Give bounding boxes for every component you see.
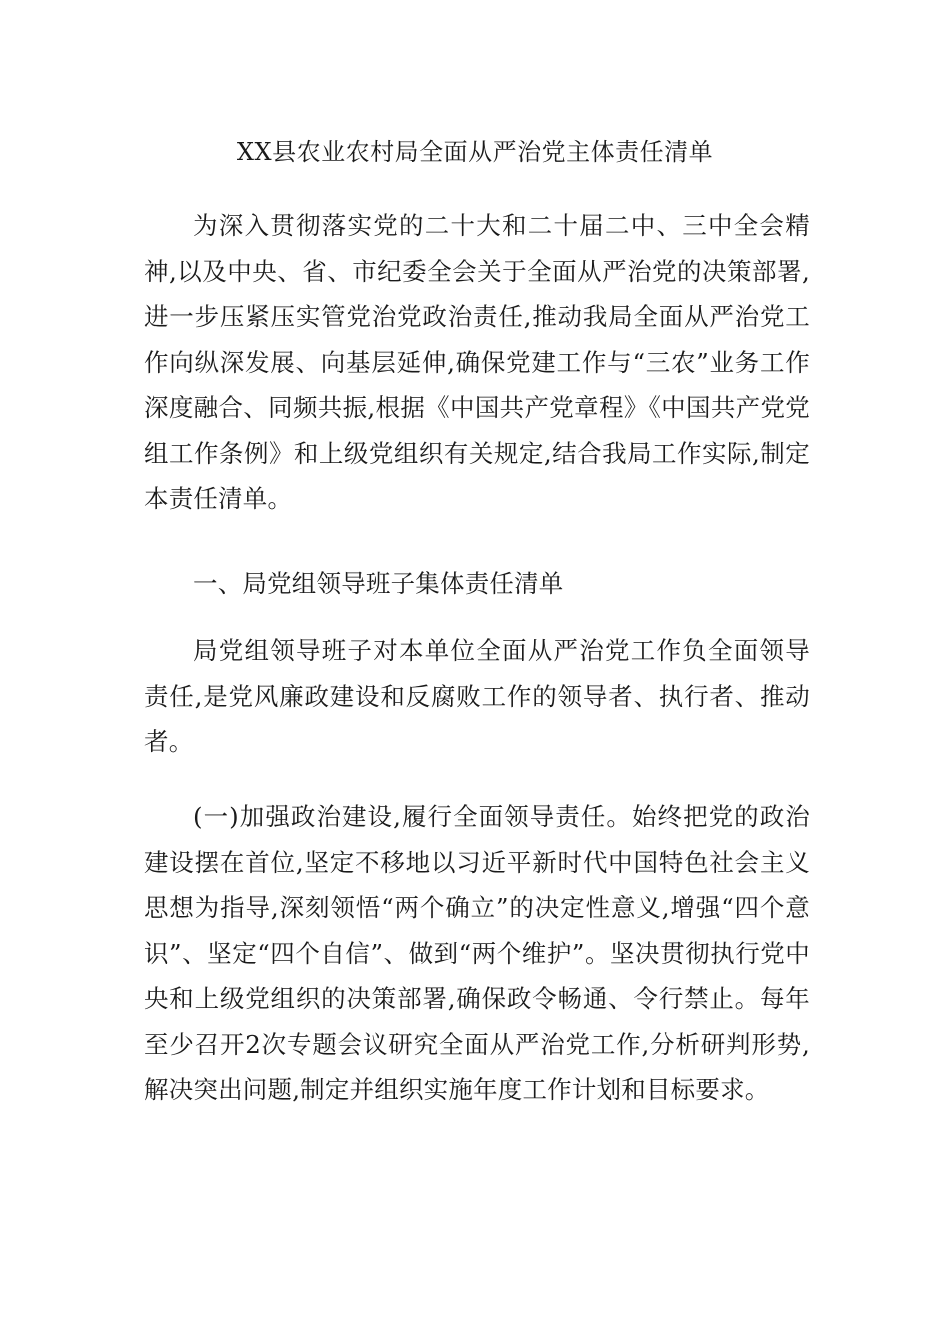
section-heading: 一、局党组领导班子集体责任清单 bbox=[193, 569, 564, 598]
item-1-paragraph: (一)加强政治建设,履行全面领导责任。始终把党的政治建设摆在首位,坚定不移地以习近平新时代中国特色社会主义思想为指导,深刻领悟“两个确立”的决定性意义,增强“四个意识”、坚定“四个自信”、做到“两个维护”。坚决贯彻执行党中央和上级党组织的决策部署,确保政令畅通、令行禁止。每年至少召开2次专题会议研究全面从严治党工作,分析研判形势,解决突出问题,制定并组织实施年度工作计划和目标要求。 bbox=[144, 802, 810, 1104]
leadership-paragraph: 局党组领导班子对本单位全面从严治党工作负全面领导责任,是党风廉政建设和反腐败工作的领导者、执行者、推动者。 bbox=[144, 636, 810, 756]
document-title: XX县农业农村局全面从严治党主体责任清单 bbox=[236, 138, 714, 166]
intro-paragraph: 为深入贯彻落实党的二十大和二十届二中、三中全会精神,以及中央、省、市纪委全会关于全面从严治党的决策部署,进一步压紧压实管党治党政治责任,推动我局全面从严治党工作向纵深发展、向基层延伸,确保党建工作与“三农”业务工作深度融合、同频共振,根据《中国共产党章程》《中国共产党党组工作条例》和上级党组织有关规定,结合我局工作实际,制定本责任清单。 bbox=[144, 211, 810, 513]
